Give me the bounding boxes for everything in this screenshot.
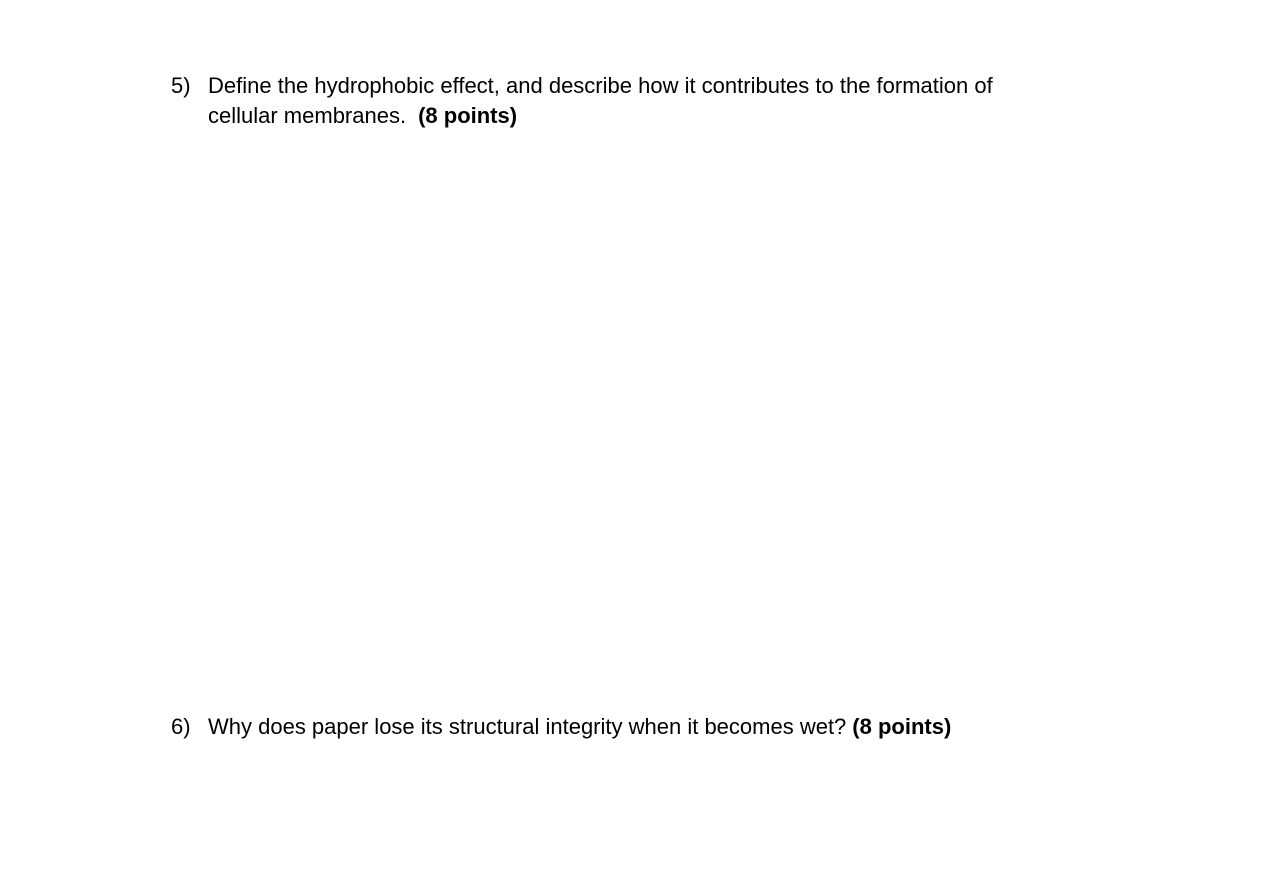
question-5 bbox=[171, 71, 1071, 131]
question-6 bbox=[171, 712, 1071, 742]
question-text-line: Why does paper lose its structural integrity when it becomes wet? bbox=[208, 714, 847, 739]
question-text-line1: Define the hydrophobic effect, and describe how it contributes to the formation of bbox=[208, 73, 993, 98]
question-text bbox=[208, 712, 1071, 742]
question-points: (8 points) bbox=[852, 714, 952, 739]
question-number: 5) bbox=[171, 73, 191, 98]
question-text bbox=[208, 71, 1071, 131]
question-text-line2: cellular membranes. bbox=[208, 103, 407, 128]
question-points: (8 points) bbox=[418, 103, 518, 128]
question-number: 6) bbox=[171, 714, 191, 739]
